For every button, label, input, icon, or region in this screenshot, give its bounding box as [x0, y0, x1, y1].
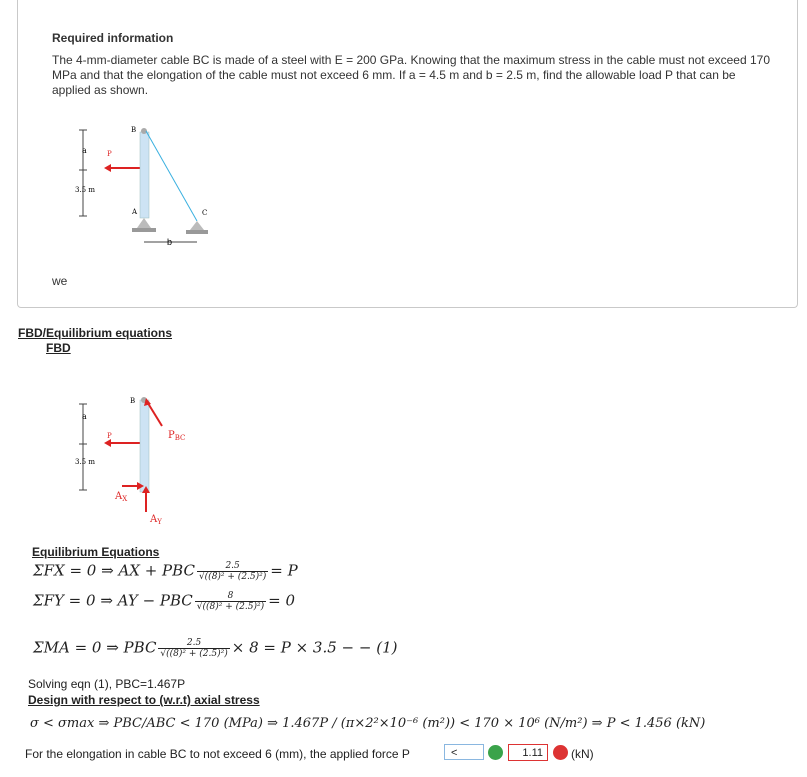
fbd-load-p-label: P: [107, 432, 112, 440]
fbd-point-b-label: B: [130, 397, 136, 405]
solving-text: Solving eqn (1), PBC=1.467P: [28, 677, 186, 691]
ay-label: $A_Y$: [150, 514, 162, 526]
fbd-dim-a-label: a: [82, 412, 87, 421]
sum-fy-equation: ΣFY = 0 ⇒ AY − PBC $\frac{8}{\text{√((8)² + (2.5)²)}}$ = 0: [33, 591, 295, 612]
problem-statement: The 4-mm-diameter cable BC is made of a steel with E = 200 GPa. Knowing that the maximum stress in the cable must not exceed 170 MPa and that the elongation of the cable must not exceed 6 mm. If a = 4.5 m and b = 2.5 m, find the allowable load P that can be applied as shown.: [52, 53, 771, 97]
fbd-dim-35-label: 3.5 m: [75, 458, 95, 466]
correct-check-icon: [488, 745, 503, 760]
ax-label: $A_X$: [115, 491, 128, 503]
dim-a-label: a: [82, 146, 87, 155]
relation-select[interactable]: <: [444, 744, 484, 760]
sum-fx-equation: ΣFX = 0 ⇒ AX + PBC $\frac{2.5}{\text{√((8)² + (2.5)²)}}$ = P: [33, 561, 298, 582]
design-axial-stress-heading: Design with respect to (w.r.t) axial stress: [28, 693, 260, 707]
equilibrium-equations-heading: Equilibrium Equations: [32, 545, 160, 559]
dim-35-label: 3.5 m: [75, 186, 95, 194]
sum-ma-equation: ΣMA = 0 ⇒ PBC $\frac{2.5}{\text{√((8)² + (2.5)²)}}$ × 8 = P × 3.5 − − (1): [33, 638, 398, 659]
we-label: we: [52, 274, 68, 288]
fbd-figure: [70, 392, 210, 527]
point-b-label: B: [131, 126, 137, 134]
incorrect-x-icon: [553, 745, 568, 760]
fbd-equilibrium-heading: FBD/Equilibrium equations: [18, 326, 173, 340]
pbc-label: $P_{BC}$: [168, 430, 186, 442]
required-information-title: Required information: [52, 31, 174, 45]
load-p-label: P: [107, 150, 112, 158]
dim-b-label: b: [167, 237, 173, 247]
answer-unit: (kN): [571, 747, 594, 761]
answer-input[interactable]: 1.11: [508, 744, 548, 761]
point-c-label: C: [202, 209, 208, 217]
problem-figure: [70, 118, 220, 253]
stress-inequality: σ < σmax ⇒ PBC/ABC < 170 (MPa) ⇒ 1.467P / (π×2²×10⁻⁶ (m²)) < 170 × 10⁶ (N/m²) ⇒ P < 1.456 (kN): [30, 716, 706, 731]
elongation-question: For the elongation in cable BC to not exceed 6 (mm), the applied force P: [25, 747, 410, 761]
fbd-subheading: FBD: [46, 341, 71, 355]
point-a-label: A: [132, 208, 138, 216]
